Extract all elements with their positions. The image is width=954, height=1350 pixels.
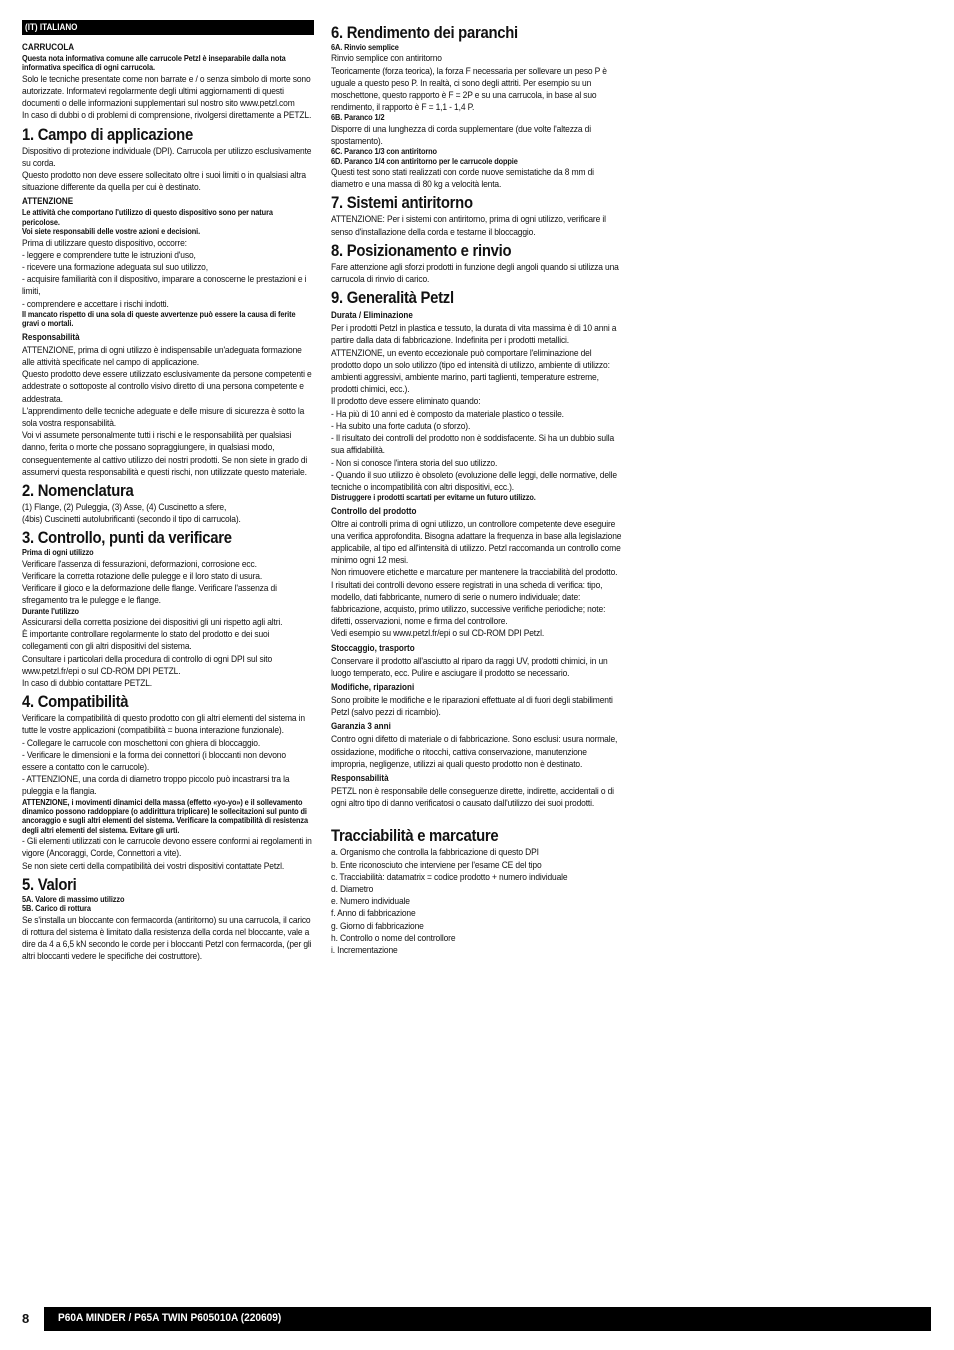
paragraph: Vedi esempio su www.petzl.fr/epi o sul CD-ROM DPI Petzl.: [331, 628, 545, 639]
section-heading: 4. Compatibilità: [22, 693, 129, 712]
paragraph: - acquisire familiarità con il dispositivo, imparare a conoscerne le prestazioni e i limiti,: [22, 274, 307, 297]
right-column-text: [331, 24, 624, 956]
paragraph: Questo prodotto deve essere utilizzato esclusivamente da persone competenti e addestrate o sottoposte al controllo visivo diretto di una persona competente e addestrata.: [22, 369, 312, 404]
bold-note: ATTENZIONE, i movimenti dinamici della massa (effetto «yo-yo») e il sollevamento dinamico possono raddoppiare (o addirittura triplicare) le sollecitazioni sul punto di ancoraggio e sugli altri elementi del sistema. Verificare la compatibilità di resistenza degli altri elementi del sistema. Evitare gli urti.: [22, 797, 309, 835]
section-heading: 3. Controllo, punti da verificare: [22, 529, 232, 548]
paragraph: Disporre di una lunghezza di corda supplementare (due volte l'altezza di spostamento).: [331, 123, 591, 147]
bold-note: 5A. Valore di massimo utilizzo: [22, 894, 125, 904]
paragraph: Teoricamente (forza teorica), la forza F necessaria per sollevare un peso P è uguale a questo peso P. In realtà, ci sono degli attriti. Per esempio su un moschettone, questo rapporto è F = 2P e su una carrucola, in base al suo rendimento, il rapporto è F = 1,1 - 1,4 P.: [331, 65, 607, 113]
paragraph: - Il risultato dei controlli del prodotto non è soddisfacente. Si ha un dubbio sulla sua affidabilità.: [331, 433, 615, 456]
document-reference: P60A MINDER / P65A TWIN P605010A (220609): [58, 1312, 282, 1324]
paragraph: - Gli elementi utilizzati con le carrucole devono essere conformi ai regolamenti in vigore (Ancoraggi, Corde, Connettori a vite).: [22, 836, 312, 859]
paragraph: Assicurarsi della corretta posizione dei dispositivi gli uni rispetto agli altri.: [22, 616, 283, 627]
paragraph: Questi test sono stati realizzati con corde nuove semistatiche da 8 mm di diametro e una massa di 80 kg a velocità lenta.: [331, 167, 594, 190]
paragraph: (4bis) Cuscinetti autolubrificanti (secondo il tipo di carrucola).: [22, 514, 241, 525]
bold-note: 6D. Paranco 1/4 con antiritorno per le carrucole doppie: [331, 156, 518, 166]
paragraph: e. Numero individuale: [331, 896, 410, 907]
section-heading: 2. Nomenclatura: [22, 481, 134, 500]
paragraph: - Verificare le dimensioni e la forma dei connettori (i bloccanti non devono essere a contatto con le carrucole).: [22, 749, 286, 772]
paragraph: Se s'installa un bloccante con fermacorda (antiritorno) su una carrucola, il carico di rottura del sistema è limitato dalla resistenza della corda nel bloccante, vale a dire da 4 a 6,5 kN secondo le corde per i bloccanti Petzl con fermacorda, (per gli altri bloccanti vedere le specifiche dei costruttore).: [22, 914, 312, 962]
subsection-heading: Controllo del prodotto: [331, 505, 417, 516]
paragraph: g. Giorno di fabbricazione: [331, 920, 424, 931]
subsection-heading: Modifiche, riparazioni: [331, 681, 415, 692]
paragraph: Dispositivo di protezione individuale (DPI). Carrucola per utilizzo esclusivamente su corda.: [22, 145, 312, 168]
paragraph: i. Incrementazione: [331, 945, 398, 955]
subsection-heading: ATTENZIONE: [22, 196, 74, 207]
section-heading: 8. Posizionamento e rinvio: [331, 241, 512, 260]
paragraph: - ricevere una formazione adeguata sul suo utilizzo,: [22, 262, 208, 273]
bold-note: Voi siete responsabili delle vostre azioni e decisioni.: [22, 227, 201, 237]
paragraph: d. Diametro: [331, 883, 374, 894]
paragraph: Oltre ai controlli prima di ogni utilizzo, un controllore competente deve eseguire una verifica approfondita. Bisogna adattare la frequenza in base alla legislazione applicabile, al tipo ed all'intensità di utilizzo. Petzl raccomanda un controllo come minimo ogni 12 mesi.: [331, 518, 622, 566]
bold-note: Prima di ogni utilizzo: [22, 548, 94, 558]
bold-note: Durante l'utilizzo: [22, 606, 79, 616]
bold-note: 5B. Carico di rottura: [22, 904, 91, 914]
paragraph: - comprendere e accettare i rischi indotti.: [22, 298, 169, 309]
paragraph: f. Anno di fabbricazione: [331, 908, 416, 919]
paragraph: Sono proibite le modifiche e le riparazioni effettuate al di fuori degli stabilimenti Petzl (salvo pezzi di ricambio).: [331, 694, 613, 718]
bold-note: 6B. Paranco 1/2: [331, 113, 385, 123]
paragraph: Se non siete certi della compatibilità dei vostri dispositivi contattate Petzl.: [22, 860, 285, 871]
paragraph: Verificare l'assenza di fessurazioni, deformazioni, corrosione ecc.: [22, 558, 257, 569]
paragraph: ATTENZIONE, prima di ogni utilizzo è indispensabile un'adeguata formazione alle attività specificate nel campo di applicazione.: [22, 344, 302, 367]
subsection-heading: Garanzia 3 anni: [331, 721, 391, 732]
paragraph: Verificare la corretta rotazione delle pulegge e il loro stato di usura.: [22, 570, 263, 581]
section-heading: 6. Rendimento dei paranchi: [331, 24, 518, 42]
paragraph: ATTENZIONE: Per i sistemi con antiritorno, prima di ogni utilizzo, verificare il senso d'installazione della corda e testarne il bloccaggio.: [331, 214, 606, 237]
paragraph: Il prodotto deve essere eliminato quando:: [331, 396, 481, 407]
paragraph: - Collegare le carrucole con moschettoni con ghiera di bloccaggio.: [22, 737, 261, 748]
section-heading: 1. Campo di applicazione: [22, 125, 193, 144]
subsection-heading: Durata / Eliminazione: [331, 310, 413, 321]
bold-note: Le attività che comportano l'utilizzo di questo dispositivo sono per natura pericolose.: [22, 208, 273, 227]
paragraph: In caso di dubbio contattare PETZL.: [22, 677, 153, 688]
paragraph: - Ha più di 10 anni ed è composto da materiale plastico o tessile.: [331, 408, 564, 419]
subsection-heading: Responsabilità: [331, 772, 389, 783]
paragraph: I risultati dei controlli devono essere registrati in una scheda di verifica: tipo, modello, dati fabbricante, numero di serie o numero individuale; date: fabbricazione, acquisto, primo utilizzo, successive verifiche periodiche; note: difetti, osservazioni, nome e firma del controllore.: [331, 579, 606, 627]
paragraph: - Non si conosce l'intera storia del suo utilizzo.: [331, 457, 498, 468]
bold-note: Distruggere i prodotti scartati per evitarne un futuro utilizzo.: [331, 493, 536, 503]
paragraph: L'apprendimento delle tecniche adeguate e delle misure di sicurezza è sotto la sola vostra responsabilità.: [22, 405, 305, 428]
bold-note: Questa nota informativa comune alle carrucole Petzl è inseparabile dalla nota informativa specifica di ogni carrucola.: [22, 54, 286, 73]
page-number: 8: [22, 1311, 30, 1326]
paragraph: h. Controllo o nome del controllore: [331, 932, 456, 943]
bold-note: Il mancato rispetto di una sola di queste avvertenze può essere la causa di ferite gravi o mortali.: [22, 309, 296, 329]
paragraph: Verificare la compatibilità di questo prodotto con gli altri elementi del sistema in tutte le vostre applicazioni (compatibilità = buona interazione funzionale).: [22, 713, 306, 736]
paragraph: Prima di utilizzare questo dispositivo, occorre:: [22, 237, 187, 248]
bold-note: 6C. Paranco 1/3 con antiritorno: [331, 147, 437, 157]
section-heading: 7. Sistemi antiritorno: [331, 194, 473, 213]
paragraph: Solo le tecniche presentate come non barrate e / o senza simbolo di morte sono autorizzate. Informatevi regolarmente degli ultimi aggiornamenti di questi documenti o delle informazioni supplementari sul nostro sito www.petzl.com: [22, 73, 311, 109]
paragraph: PETZL non è responsabile delle conseguenze dirette, indirette, accidentali o di ogni altro tipo di danno verificatosi o causato dall'utilizzo dei suoi prodotti.: [331, 785, 614, 809]
section-heading: Tracciabilità e marcature: [331, 827, 499, 846]
paragraph: ATTENZIONE, un evento eccezionale può comportare l'eliminazione del prodotto dopo un solo utilizzo (tipo ed intensità di utilizzo, ambiente di utilizzo: ambienti aggressivi, ambiente marino, parti taglienti, temperature estreme, prodotti chimici, ecc.).: [331, 347, 610, 395]
subsection-heading: CARRUCOLA: [22, 42, 75, 52]
section-heading: 5. Valori: [22, 875, 77, 894]
paragraph: Rinvio semplice con antiritorno: [331, 53, 442, 64]
paragraph: Fare attenzione agli sforzi prodotti in funzione degli angoli quando si utilizza una carrucola di rinvio di carico.: [331, 261, 619, 285]
subsection-heading: Responsabilità: [22, 331, 80, 342]
paragraph: Consultare i particolari della procedura di controllo di ogni DPI sul sito www.petzl.fr/epi o sul CD-ROM DPI PETZL.: [22, 653, 273, 676]
paragraph: Per i prodotti Petzl in plastica e tessuto, la durata di vita massima è di 10 anni a partire dalla data di fabbricazione. Indefinita per i prodotti metallici.: [331, 323, 617, 346]
language-tag: (IT) ITALIANO: [22, 20, 314, 35]
paragraph: - Ha subito una forte caduta (o sforzo).: [331, 420, 471, 431]
right-column: [331, 20, 624, 956]
paragraph: - ATTENZIONE, una corda di diametro troppo piccolo può incastrarsi tra la puleggia e la flangia.: [22, 774, 290, 797]
paragraph: (1) Flange, (2) Puleggia, (3) Asse, (4) Cuscinetto a sfere,: [22, 501, 227, 512]
left-column-text: [22, 42, 314, 962]
left-column: [22, 20, 314, 962]
paragraph: c. Tracciabilità: datamatrix = codice prodotto + numero individuale: [331, 871, 568, 882]
paragraph: È importante controllare regolarmente lo stato del prodotto e dei suoi collegamenti con gli altri dispositivi del sistema.: [22, 629, 270, 652]
bold-note: 6A. Rinvio semplice: [331, 43, 399, 52]
paragraph: Questo prodotto non deve essere sollecitato oltre i suoi limiti o in qualsiasi altra situazione differente da quella per cui è destinato.: [22, 170, 306, 193]
subsection-heading: Stoccaggio, trasporto: [331, 642, 415, 653]
paragraph: a. Organismo che controlla la fabbricazione di questo DPI: [331, 847, 539, 858]
paragraph: - leggere e comprendere tutte le istruzioni d'uso,: [22, 249, 196, 260]
paragraph: - Quando il suo utilizzo è obsoleto (evoluzione delle leggi, delle normative, delle tecniche o incompatibilità con altri dispositivi, ecc.).: [331, 469, 617, 492]
paragraph: In caso di dubbi o di problemi di comprensione, rivolgersi direttamente a PETZL.: [22, 110, 312, 121]
paragraph: Voi vi assumete personalmente tutti i rischi e le responsabilità per qualsiasi danno, ferita o morte che possano sopraggiungere, in qualsiasi modo, conseguentemente al cattivo utilizzo dei nostri prodotti. Se non siete in grado di assumervi questa responsabilità e questi rischi, non utilizzate questo materiale.: [22, 430, 308, 477]
paragraph: Non rimuovere etichette e marcature per mantenere la tracciabilità del prodotto.: [331, 567, 618, 578]
footer-bar: [44, 1307, 931, 1331]
paragraph: Verificare il gioco e la deformazione delle flange. Verificare l'assenza di sfregamento tra le pulegge e le flange.: [22, 583, 277, 606]
paragraph: b. Ente riconosciuto che interviene per l'esame CE del tipo: [331, 859, 542, 870]
section-heading: 9. Generalità Petzl: [331, 289, 454, 308]
paragraph: Conservare il prodotto all'asciutto al riparo da raggi UV, prodotti chimici, in un luogo temperato, ecc. Pulire e asciugare il prodotto se necessario.: [331, 655, 608, 678]
paragraph: Contro ogni difetto di materiale o di fabbricazione. Sono esclusi: usura normale, ossidazione, modifiche o ritocchi, cattiva conservazione, manutenzione impropria, negligenze, utilizzi ai quali questo prodotto non è destinato.: [331, 734, 618, 769]
spacer: [331, 809, 624, 823]
